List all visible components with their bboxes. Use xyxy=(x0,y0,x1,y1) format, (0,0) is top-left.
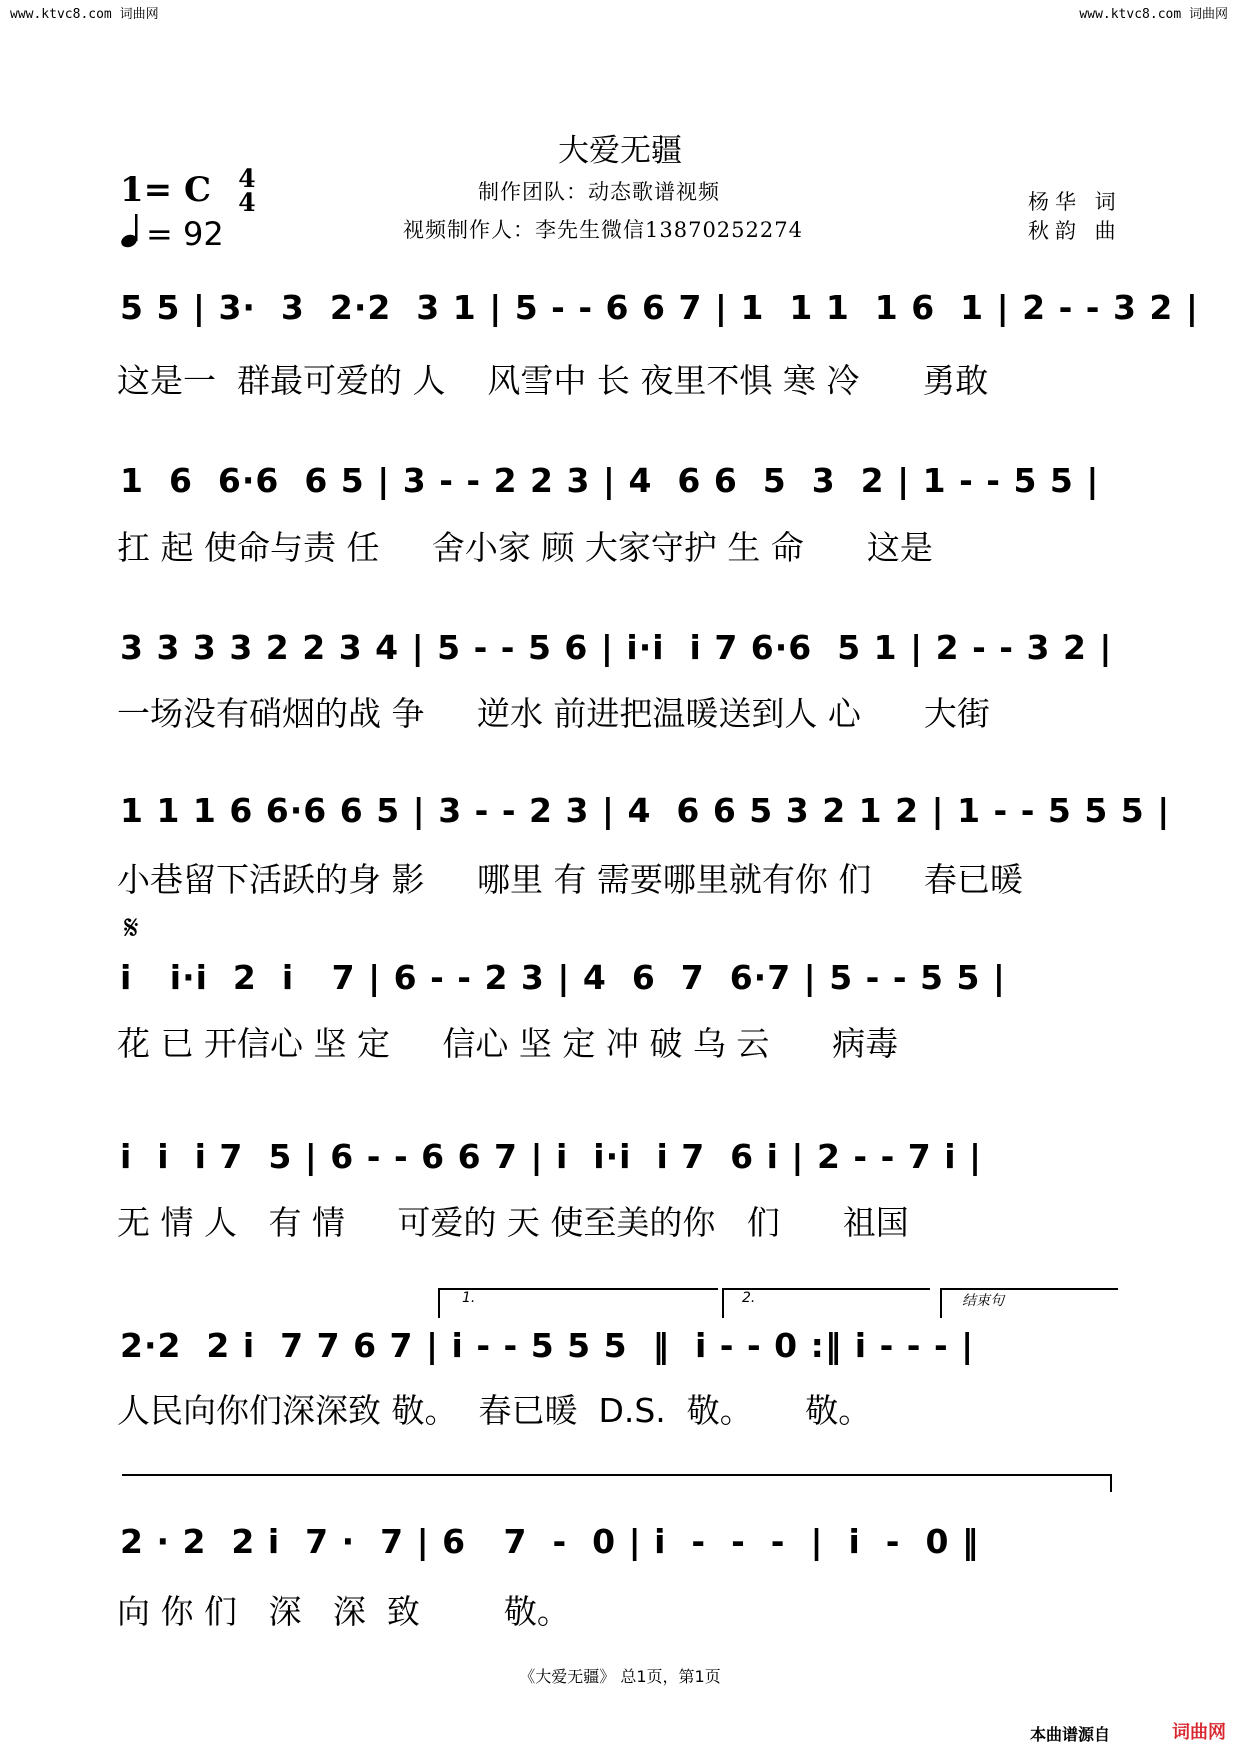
notation-line-6: i i i 7 5 | 6 - - 6 6 7 | i i·i i 7 6 i | 2 - - 7 i | xyxy=(120,1137,983,1176)
volta-bracket-2-hook xyxy=(722,1288,724,1318)
page-footer: 《大爱无疆》 总1页，第1页 xyxy=(519,1667,721,1686)
ending-label: 结束句 xyxy=(962,1293,1004,1309)
time-signature-bottom: 4 xyxy=(238,188,256,217)
watermark-left: www.ktvc8.com 词曲网 xyxy=(10,7,159,22)
lyric-line-8: 向 你 们 深 深 致 敬。 xyxy=(117,1592,570,1631)
lyric-line-5: 花 已 开信心 坚 定 信心 坚 定 冲 破 乌 云 病毒 xyxy=(117,1024,899,1063)
ending-line-hook xyxy=(1110,1474,1112,1492)
time-signature xyxy=(233,164,261,217)
lyric-line-7: 人民向你们深深致 敬。 春已暖 D.S. 敬。 敬。 xyxy=(117,1391,872,1430)
source-label: 本曲谱源自 xyxy=(1030,1725,1111,1744)
production-team: 制作团队：动态歌谱视频 xyxy=(478,180,720,204)
lyric-line-3: 一场没有硝烟的战 争 逆水 前进把温暖送到人 心 大街 xyxy=(117,694,990,733)
video-producer: 视频制作人：李先生微信13870252274 xyxy=(403,218,803,242)
lyricist: 杨华 词 xyxy=(1028,190,1122,214)
ending-line xyxy=(122,1474,1112,1476)
time-signature-top: 4 xyxy=(238,164,256,193)
notation-line-7: 2·2 2 i 7 7 6 7 | i - - 5 5 5 ‖ i - - 0 :‖ i - - - | xyxy=(120,1326,975,1365)
segno-sign: 𝄋 xyxy=(124,908,139,948)
lyric-line-4: 小巷留下活跃的身 影 哪里 有 需要哪里就有你 们 春已暖 xyxy=(117,860,1023,899)
notation-line-4: 1 1 1 6 6·6 6 5 | 3 - - 2 3 | 4 6 6 5 3 2 1 2 | 1 - - 5 5 5 | xyxy=(120,791,1171,830)
song-title: 大爱无疆 xyxy=(558,133,682,169)
lyric-line-1: 这是一 群最可爱的 人 风雪中 长 夜里不惧 寒 冷 勇敢 xyxy=(117,361,989,400)
watermark-right: www.ktvc8.com 词曲网 xyxy=(1079,7,1228,22)
notation-line-8: 2 · 2 2 i 7 · 7 | 6 7 - 0 | i - - - | i - 0 ‖ xyxy=(120,1522,980,1561)
key-signature: 1= C xyxy=(120,170,212,210)
ending-bracket-hook xyxy=(940,1288,942,1318)
quarter-note-icon xyxy=(120,212,144,252)
volta-2-label: 2. xyxy=(742,1290,756,1306)
notation-line-3: 3 3 3 3 2 2 3 4 | 5 - - 5 6 | i·i i 7 6·6 5 1 | 2 - - 3 2 | xyxy=(120,628,1113,667)
volta-1-label: 1. xyxy=(462,1290,476,1306)
notation-line-2: 1 6 6·6 6 5 | 3 - - 2 2 3 | 4 6 6 5 3 2 | 1 - - 5 5 | xyxy=(120,461,1100,500)
notation-line-1: 5 5 | 3· 3 2·2 3 1 | 5 - - 6 6 7 | 1 1 1 1 6 1 | 2 - - 3 2 | xyxy=(120,288,1199,327)
volta-bracket-1 xyxy=(438,1288,718,1290)
lyric-line-2: 扛 起 使命与责 任 舍小家 顾 大家守护 生 命 这是 xyxy=(117,528,933,567)
volta-bracket-1-hook xyxy=(438,1288,440,1318)
composer: 秋韵 曲 xyxy=(1028,219,1122,243)
lyric-line-6: 无 情 人 有 情 可爱的 天 使至美的你 们 祖国 xyxy=(117,1203,909,1242)
site-logo: 词曲网 xyxy=(1172,1722,1226,1743)
notation-line-5: i i·i 2 i 7 | 6 - - 2 3 | 4 6 7 6·7 | 5 - - 5 5 | xyxy=(120,958,1006,997)
tempo-marking: = 92 xyxy=(146,215,224,253)
